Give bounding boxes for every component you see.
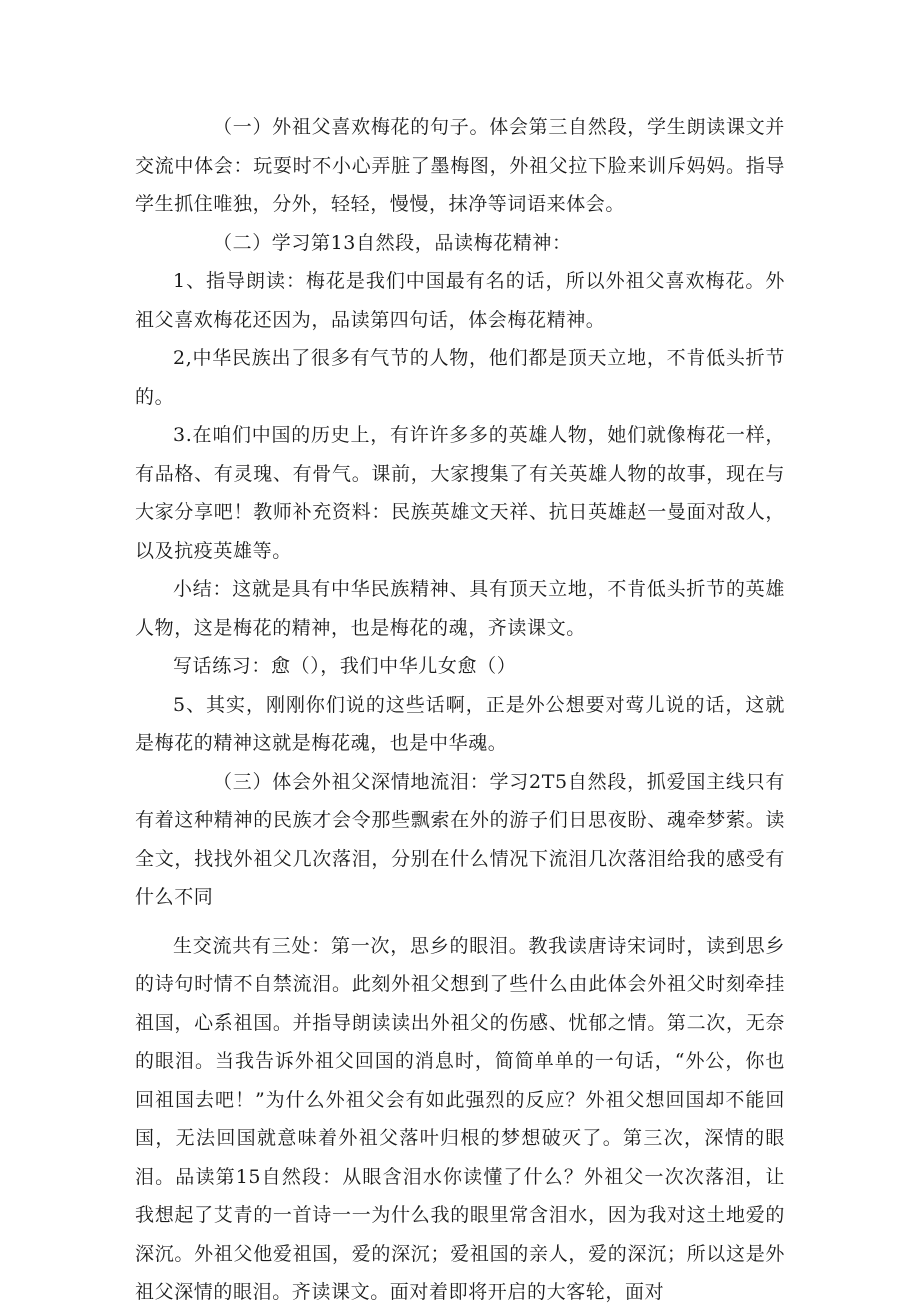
paragraph-1: （一）外祖父喜欢梅花的句子。体会第三自然段，学生朗读课文并交流中体会：玩耍时不小心弄脏了墨梅图，外祖父拉下脸来训斥妈妈。指导学生抓住唯独，分外，轻轻，慢慢，抹净等词语来体会。: [135, 116, 785, 215]
paragraph-8: 生交流共有三处：第一次，思乡的眼泪。教我读唐诗宋词时，读到思乡的诗句时情不自禁流泪。此刻外祖父想到了些什么由此体会外祖父时刻牵挂祖国，心系祖国。并指导朗读读出外祖父的伤感、忧郁之情。第二次，无奈的眼泪。当我告诉外祖父回国的消息时，简简单单的一句话，“外公，你也回祖国去吧！”为什么外祖父会有如此强烈的反应？外祖父想回国却不能回国，无法回国就意味着外祖父落叶归根的梦想破灭了。第三次，深情的眼泪。品读第15自然段：从眼含泪水你读懂了什么？外祖父一次次落泪，让我想起了艾青的一首诗一一为什么我的眼里常含泪水，因为我对这土地爱的深沉。外祖父他爱祖国，爱的深沉；爱祖国的亲人，爱的深沉；所以这是外祖父深情的眼泪。齐读课文。面对着即将开启的大客轮，面对: [135, 934, 785, 1303]
paragraph-writing-exercise: 写话练习：愈（），我们中华儿女愈（）: [173, 655, 517, 677]
document-body: [135, 108, 785, 1312]
paragraph-4: 2,中华民族出了很多有气节的人物，他们都是顶天立地，不肯低头折节的。: [135, 347, 785, 408]
paragraph-summary: 小结：这就是具有中华民族精神、具有顶天立地，不肯低头折节的英雄人物，这是梅花的精神，也是梅花的魂，齐读课文。: [135, 578, 785, 639]
paragraph-2: （二）学习第13自然段，品读梅花精神：: [213, 231, 572, 254]
paragraph-6: 5、其实，刚刚你们说的这些话啊，正是外公想要对莺儿说的话，这就是梅花的精神这就是梅花魂，也是中华魂。: [135, 693, 785, 754]
paragraph-5: 3.在咱们中国的历史上，有许许多多的英雄人物，她们就像梅花一样，有品格、有灵瑰、有骨气。课前，大家搜集了有关英雄人物的故事，现在与大家分享吧！教师补充资料：民族英雄文天祥、抗日英雄赵一曼面对敌人，以及抗疫英雄等。: [135, 424, 785, 562]
paragraph-7: （三）体会外祖父深情地流泪：学习2T5自然段，抓爱国主线只有有着这种精神的民族才会令那些飘索在外的游子们日思夜盼、魂牵梦萦。读全文，找找外祖父几次落泪，分别在什么情况下流泪几次落泪给我的感受有什么不同: [135, 770, 785, 908]
paragraph-3: 1、指导朗读：梅花是我们中国最有名的话，所以外祖父喜欢梅花。外祖父喜欢梅花还因为，品读第四句话，体会梅花精神。: [135, 270, 785, 331]
